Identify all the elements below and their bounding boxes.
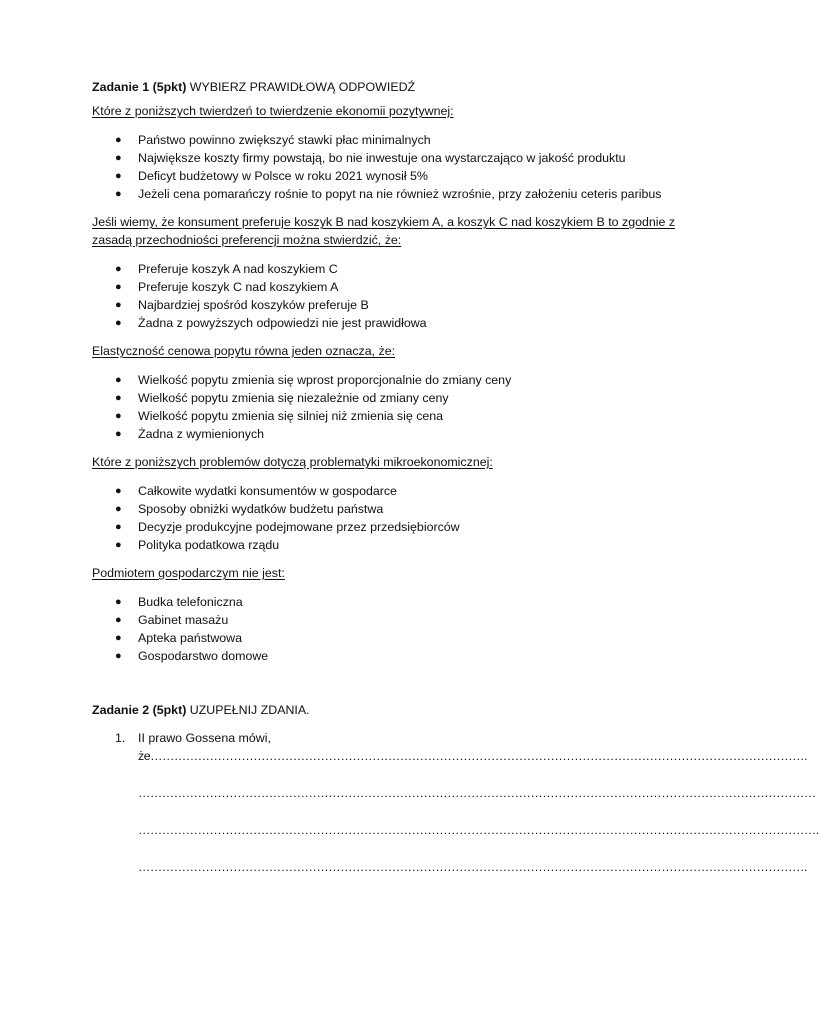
bullet-icon: ● <box>115 539 122 551</box>
answer-option <box>92 260 688 278</box>
answer-option <box>92 536 688 554</box>
answer-option-text: Żadna z wymienionych <box>138 427 265 441</box>
question-text: Jeśli wiemy, że konsument preferuje koszyk B nad koszykiem A, a koszyk C nad koszykiem B to zgodnie z zasadą przechodniości preferencji można stwierdzić, że: <box>92 215 676 247</box>
answer-option-text: Największe koszty firmy powstają, bo nie inwestuje ona wystarczająco w jakość produktu <box>138 151 626 165</box>
answer-option <box>92 518 688 536</box>
bullet-icon: ● <box>115 596 122 608</box>
bullet-icon: ● <box>115 521 122 533</box>
answer-option-text: Gospodarstwo domowe <box>138 649 269 663</box>
answer-options <box>92 593 688 665</box>
answer-option-text: Preferuje koszyk C nad koszykiem A <box>138 280 339 294</box>
bullet-icon: ● <box>115 632 122 644</box>
answer-option <box>92 500 688 518</box>
answer-option <box>92 629 688 647</box>
task2-title-bold: Zadanie 2 (5pkt) <box>92 703 187 717</box>
answer-option-text: Polityka podatkowa rządu <box>138 538 280 552</box>
answer-options <box>92 371 688 443</box>
bullet-icon: ● <box>115 392 122 404</box>
answer-option <box>92 149 688 167</box>
answer-options <box>92 260 688 332</box>
answer-option-text: Wielkość popytu zmienia się wprost proporcjonalnie do zmiany ceny <box>138 373 512 387</box>
bullet-icon: ● <box>115 134 122 146</box>
answer-option-text: Wielkość popytu zmienia się niezależnie od zmiany ceny <box>138 391 449 405</box>
task2-section <box>92 701 819 876</box>
answer-option-text: Najbardziej spośród koszyków preferuje B <box>138 298 369 312</box>
answer-blank-line[interactable]: ……………………………………………………………………………………………………………………………………………………… <box>138 786 816 800</box>
question-block <box>92 564 688 665</box>
answer-option <box>92 647 688 665</box>
question-block <box>92 102 688 203</box>
answer-option <box>92 296 688 314</box>
answer-options <box>92 131 688 203</box>
answer-option-text: Jeżeli cena pomarańczy rośnie to popyt na nie również wzrośnie, przy założeniu ceteris paribus <box>138 187 662 201</box>
bullet-icon: ● <box>115 299 122 311</box>
answer-option-text: Preferuje koszyk A nad koszykiem C <box>138 262 338 276</box>
answer-option <box>92 389 688 407</box>
bullet-icon: ● <box>115 650 122 662</box>
answer-option <box>92 314 688 332</box>
fill-in-item <box>92 729 819 876</box>
answer-options <box>92 482 688 554</box>
task1-questions <box>92 102 688 665</box>
task2-title <box>92 701 688 719</box>
task2-title-rest: UZUPEŁNIJ ZDANIA. <box>186 703 310 717</box>
answer-blank-line[interactable]: ………………………………………………………………………………………………………………………………………………………. <box>138 823 819 837</box>
answer-option-text: Decyzje produkcyjne podejmowane przez przedsiębiorców <box>138 520 460 534</box>
bullet-icon: ● <box>115 152 122 164</box>
answer-option-text: Całkowite wydatki konsumentów w gospodarce <box>138 484 397 498</box>
answer-option <box>92 185 688 203</box>
bullet-icon: ● <box>115 410 122 422</box>
question-block <box>92 342 688 443</box>
answer-option <box>92 371 688 389</box>
question-block <box>92 453 688 554</box>
answer-option <box>92 482 688 500</box>
answer-option-text: Gabinet masażu <box>138 613 229 627</box>
bullet-icon: ● <box>115 503 122 515</box>
answer-option-text: Budka telefoniczna <box>138 595 243 609</box>
answer-option <box>92 167 688 185</box>
bullet-icon: ● <box>115 317 122 329</box>
answer-option-text: Państwo powinno zwiększyć stawki płac minimalnych <box>138 133 431 147</box>
question-text: Elastyczność cenowa popytu równa jeden oznacza, że: <box>92 344 396 358</box>
answer-option <box>92 593 688 611</box>
bullet-icon: ● <box>115 263 122 275</box>
answer-option <box>92 611 688 629</box>
bullet-icon: ● <box>115 170 122 182</box>
bullet-icon: ● <box>115 188 122 200</box>
bullet-icon: ● <box>115 281 122 293</box>
question-text: Które z poniższych twierdzeń to twierdzenie ekonomii pozytywnej: <box>92 104 454 118</box>
answer-blank-line[interactable]: że…………………………………………………………………………………………………………………………………………………. <box>138 749 808 763</box>
bullet-icon: ● <box>115 485 122 497</box>
task2-items <box>92 729 819 876</box>
question-text: Podmiotem gospodarczym nie jest: <box>92 566 285 580</box>
task1-title-rest: WYBIERZ PRAWIDŁOWĄ ODPOWIEDŹ <box>186 80 416 94</box>
task1-section <box>92 78 688 665</box>
item-text: II prawo Gossena mówi, <box>138 731 271 745</box>
answer-option-text: Żadna z powyższych odpowiedzi nie jest prawidłowa <box>138 316 427 330</box>
answer-option-text: Wielkość popytu zmienia się silniej niż zmienia się cena <box>138 409 444 423</box>
answer-option <box>92 407 688 425</box>
answer-blank-line[interactable]: ……………………………………………………………………………………………………………………………………………………. <box>138 860 807 874</box>
task1-title <box>92 78 688 96</box>
answer-option-text: Deficyt budżetowy w Polsce w roku 2021 wynosił 5% <box>138 169 428 183</box>
item-number: 1. <box>115 731 126 745</box>
answer-option <box>92 425 688 443</box>
question-text: Które z poniższych problemów dotyczą problematyki mikroekonomicznej: <box>92 455 493 469</box>
answer-option-text: Apteka państwowa <box>138 631 243 645</box>
answer-option-text: Sposoby obniżki wydatków budżetu państwa <box>138 502 384 516</box>
task1-title-bold: Zadanie 1 (5pkt) <box>92 80 187 94</box>
bullet-icon: ● <box>115 428 122 440</box>
answer-option <box>92 131 688 149</box>
question-block <box>92 213 688 332</box>
bullet-icon: ● <box>115 614 122 626</box>
bullet-icon: ● <box>115 374 122 386</box>
answer-option <box>92 278 688 296</box>
